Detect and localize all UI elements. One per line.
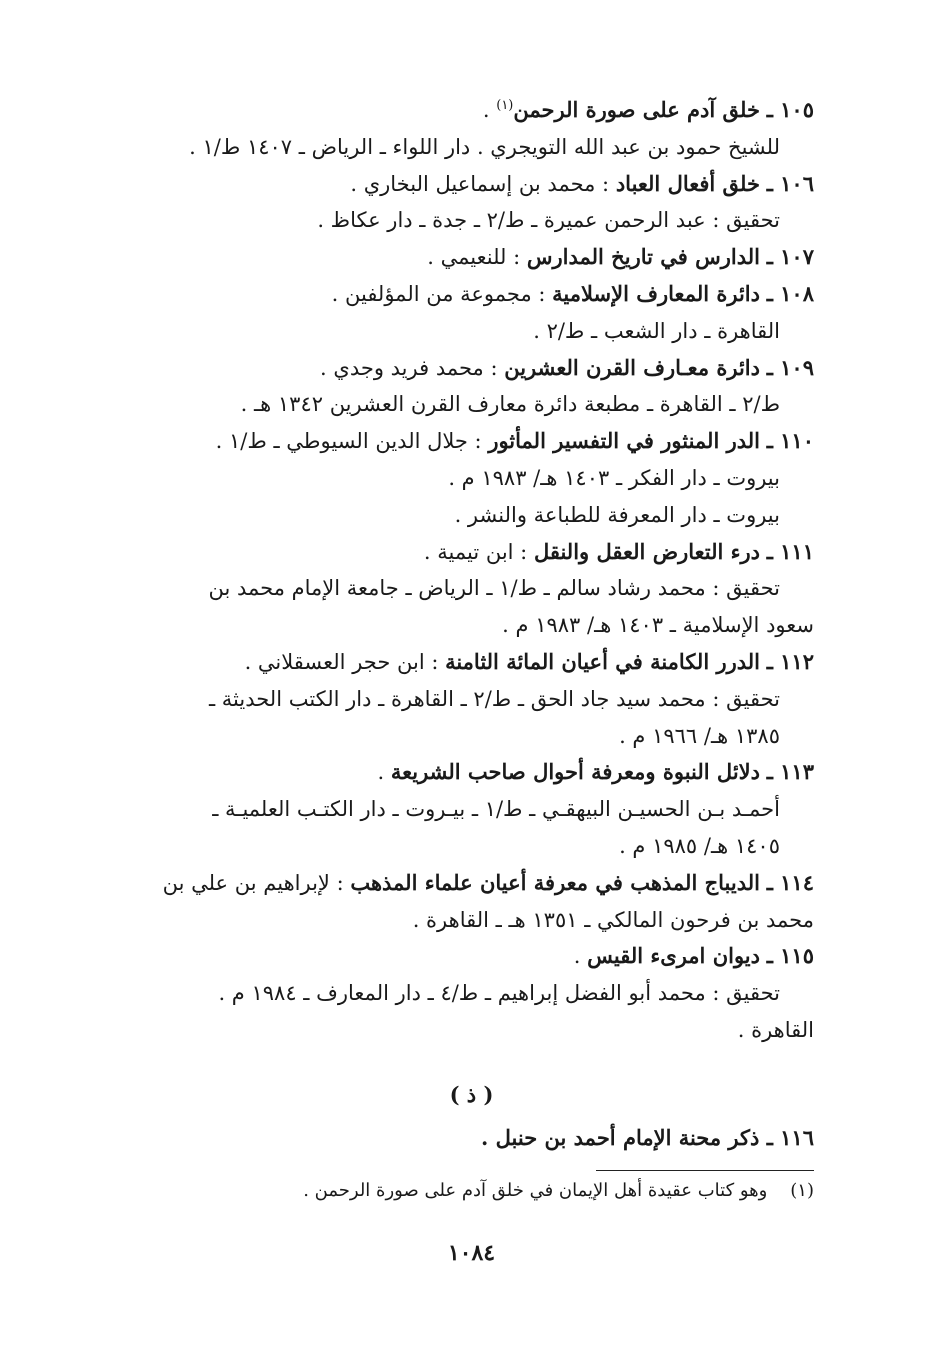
entry-detail: تحقيق : عبد الرحمن عميرة ـ ط/٢ ـ جدة ـ دار عكاظ . [317,208,780,233]
entry-detail: بيروت ـ دار المعرفة للطباعة والنشر . [454,502,780,527]
entry-title: الدر المنثور في التفسير المأثور [488,428,760,454]
entry-detail: القاهرة ـ دار الشعب ـ ط/٢ . [533,318,780,343]
entry-number: ١١٢ ـ [766,648,814,674]
footnote [96,1176,814,1206]
entry-heading [96,754,814,791]
footnote-text: وهو كتاب عقيدة أهل الإيمان في خلق آدم على صورة الرحمن . [303,1180,768,1201]
entry-title: خلق أفعال العباد [615,170,760,196]
entry-detail: ط/٢ ـ القاهرة ـ مطبعة دائرة معارف القرن العشرين ١٣٤٢ هـ . [240,392,780,417]
entry-tail: : للنعيمي . [427,245,527,270]
page-number: ١٠٨٤ [447,1240,496,1266]
entry-tail: . [482,98,497,122]
entry-detail: تحقيق : محمد أبو الفضل إبراهيم ـ ط/٤ ـ دار المعارف ـ ١٩٨٤ م . [218,981,780,1006]
entry-continuation: ١٤٠٥ هـ/ ١٩٨٥ م . [619,833,780,858]
list-item [96,88,814,166]
footnote-ref: (١) [496,98,514,113]
entry-heading [96,276,814,313]
entry-title: الديباج المذهب في معرفة أعيان علماء المذهب [350,869,760,895]
section-letter-heading: ( ذ ) [449,1082,494,1107]
entry-title: ديوان امرىء القيس [587,943,760,969]
entry-title: دائرة المعارف الإسلامية [552,280,760,306]
entry-number: ١٠٨ ـ [766,280,814,306]
entry-heading [96,239,814,276]
entry-tail: : ابن تيمية . [423,539,534,564]
entry-continuation: محمد بن فرحون المالكي ـ ١٣٥١ هـ ـ القاهرة . [412,907,814,932]
entry-heading [96,166,814,203]
entry-continuation: ١٣٨٥ هـ/ ١٩٦٦ م . [619,723,780,748]
entry-number: ١١٦ ـ [766,1125,814,1150]
entry-tail: : مجموعة من المؤلفين . [331,281,553,306]
entry-tail: : جلال الدين السيوطي ـ ط/١ . [215,429,489,454]
list-item [96,166,814,240]
entry-continuation: سعود الإسلامية ـ ١٤٠٣ هـ/ ١٩٨٣ م . [502,613,814,638]
entry-tail: . [377,760,391,785]
list-item [96,938,814,1048]
entry-continuation: القاهرة . [737,1017,814,1042]
entry-title: خلق آدم على صورة الرحمن [513,97,760,122]
entry-number: ١١٥ ـ [766,943,814,969]
entry-heading [96,350,814,387]
entry-number: ١٠٩ ـ [766,354,814,380]
entry-detail: تحقيق : محمد رشاد سالم ـ ط/١ ـ الرياض ـ جامعة الإمام محمد بن [208,576,780,601]
entry-heading [96,88,814,129]
entry-detail: تحقيق : محمد سيد جاد الحق ـ ط/٢ ـ القاهرة ـ دار الكتب الحديثة ـ [208,686,780,711]
entry-heading [96,865,814,902]
entry-number: ١٠٦ ـ [766,170,814,196]
entry-number: ١١٤ ـ [766,869,814,895]
entry-tail: : ابن حجر العسقلاني . [244,649,446,674]
list-item [96,350,814,424]
entry-number: ١١١ ـ [766,538,814,564]
entry-detail: بيروت ـ دار الفكر ـ ١٤٠٣ هـ/ ١٩٨٣ م . [448,465,780,490]
entry-heading [96,938,814,975]
entry-detail: أحمـد بـن الحسيـن البيهقـي ـ ط/١ ـ بيـروت ـ دار الكتـب العلميـة ـ [212,797,780,822]
footnote-marker: (١) [790,1180,814,1201]
entry-number: ١٠٥ ـ [766,97,814,122]
list-item [96,865,814,939]
entry-tail: . [481,1125,496,1150]
list-item [96,239,814,276]
entry-heading [96,644,814,681]
entry-title: ذكر محنة الإمام أحمد بن حنبل [495,1125,760,1150]
entry-detail: للشيخ حمود بن عبد الله التويجري . دار اللواء ـ الرياض ـ ١٤٠٧ ط/١ . [189,134,780,159]
entry-number: ١١٣ ـ [766,759,814,785]
entry-title: دلائل النبوة ومعرفة أحوال صاحب الشريعة [390,759,760,785]
list-item [96,423,814,533]
entry-number: ١٠٧ ـ [766,244,814,270]
entry-title: درء التعارض العقل والنقل [533,538,760,564]
entry-title: الدارس في تاريخ المدارس [526,244,760,270]
list-item [96,276,814,350]
entry-tail: : محمد بن إسماعيل البخاري . [350,171,616,196]
entry-title: دائرة معـارف القرن العشرين [504,354,760,380]
list-item [96,534,814,644]
entry-number: ١١٠ ـ [766,428,814,454]
entry-title: الدرر الكامنة في أعيان المائة الثامنة [445,648,760,674]
entry-tail: : محمد فريد وجدي . [320,355,505,380]
entry-heading [96,423,814,460]
entry-tail: : لإبراهيم بن علي بن [162,870,351,895]
entry-heading [96,534,814,571]
footnote-divider [596,1170,814,1171]
entry-tail: . [573,944,588,969]
list-item [96,754,814,864]
list-item [96,644,814,754]
list-item [96,1120,814,1156]
bibliography-list [96,88,814,1049]
